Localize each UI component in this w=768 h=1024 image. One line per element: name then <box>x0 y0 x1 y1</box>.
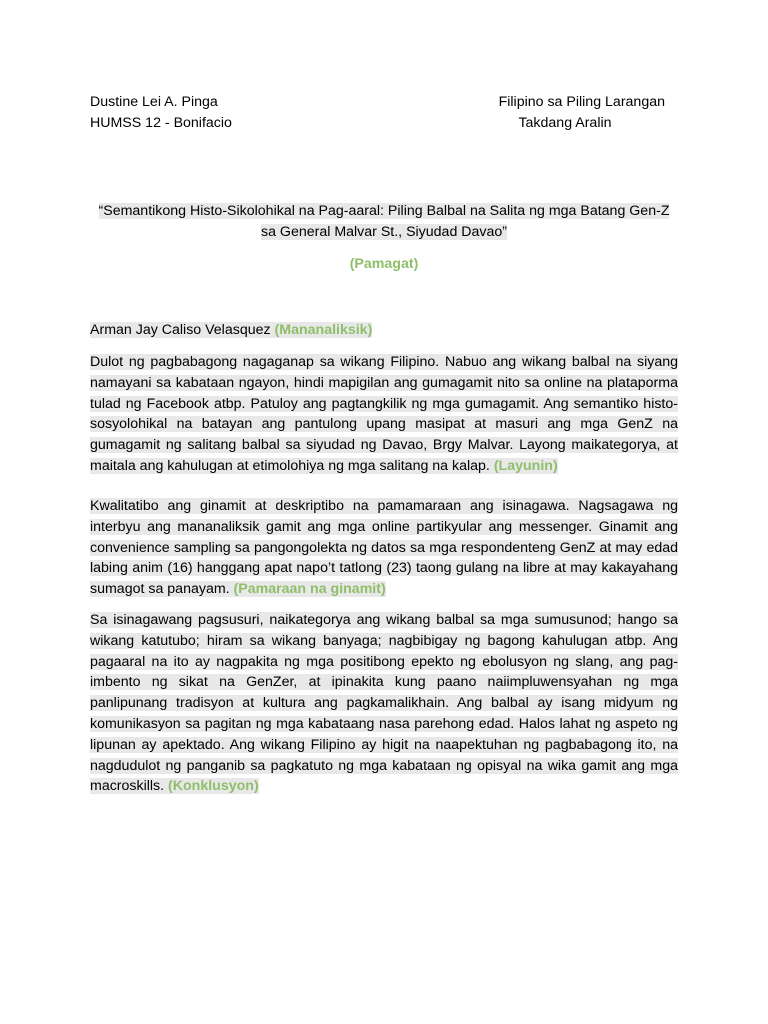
konklusyon-tag: (Konklusyon) <box>168 778 259 795</box>
paragraph-text: Sa isinagawang pagsusuri, naikategorya ang wikang balbal sa mga sumusunod; hango sa wikang katutubo; hiram sa wikang banyaga; nagbibigay ng bagong kahulugan atbp. Ang pagaaral na ito ay nagpakita ng mga positibong epekto ng ebolusyon ng slang, ang pag-imbento ng sikat na GenZer, at ipinakita kung paano naiimpluwensyahan ng mga panlipunang tradisyon at kultura ang pagkamalikhain. Ang balbal ay isang midyum ng komunikasyon sa pagitan ng mga kabataang nasa parehong edad. Halos lahat ng aspeto ng lipunan ay apektado. Ang wikang Filipino ay higit na naapektuhan ng pagbabagong ito, na nagdudulot ng panganib sa pagkatuto ng mga kabataan ng opisyal na wika gamit ang mga macroskills. <box>90 612 678 795</box>
research-title <box>90 201 678 243</box>
assignment-label: Takdang Aralin <box>518 115 612 131</box>
paragraph-text: Kwalitatibo ang ginamit at deskriptibo na pamamaraan ang isinagawa. Nagsagawa ng interbyu ang mananaliksik gamit ang mga online partikyular ang messenger. Ginamit ang convenience sampling sa pangongolekta ng datos sa mga respondenteng GenZ at may edad labing anim (16) hanggang apat napo’t tatlong (23) taong gulang na libre at may kakayahang sumagot sa panayam. <box>90 498 678 598</box>
author-name: Arman Jay Caliso Velasquez <box>90 322 275 338</box>
student-name: Dustine Lei A. Pinga <box>90 94 218 110</box>
paragraph-konklusyon <box>90 610 678 797</box>
title-label <box>90 254 678 275</box>
paragraph-pamaraan <box>90 496 678 600</box>
research-title-text: “Semantikong Histo-Sikolohikal na Pag-aaral: Piling Balbal na Salita ng mga Batang Gen-Z sa General Malvar St., Siyudad Davao” <box>98 203 670 240</box>
subject-name: Filipino sa Piling Larangan <box>498 94 665 110</box>
paragraph-layunin <box>90 352 678 477</box>
header-course-info <box>465 92 665 134</box>
student-section: HUMSS 12 - Bonifacio <box>90 115 232 131</box>
author-tag: (Mananaliksik) <box>274 322 373 338</box>
paragraph-text: Dulot ng pagbabagong nagaganap sa wikang Filipino. Nabuo ang wikang balbal na siyang namayani sa kabataan ngayon, hindi mapigilan ang gumagamit nito sa online na plataporma tulad ng Facebook atbp. Patuloy ang pagtangkilik ng mga gumagamit. Ang semantiko histo-sosyolohikal na batayan ang pantulong upang masipat at masuri ang mga GenZ na gumagamit ng salitang balbal sa siyudad ng Davao, Brgy Malvar. Layong maikategorya, at maitala ang kahulugan at etimolohiya ng mga salitang na kalap. <box>90 354 678 474</box>
pamaraan-tag: (Pamaraan na ginamit) <box>233 581 386 598</box>
layunin-tag: (Layunin) <box>493 457 558 474</box>
pamagat-tag: (Pamagat) <box>349 256 419 272</box>
author-line <box>90 320 372 341</box>
header-student-info <box>90 92 232 134</box>
